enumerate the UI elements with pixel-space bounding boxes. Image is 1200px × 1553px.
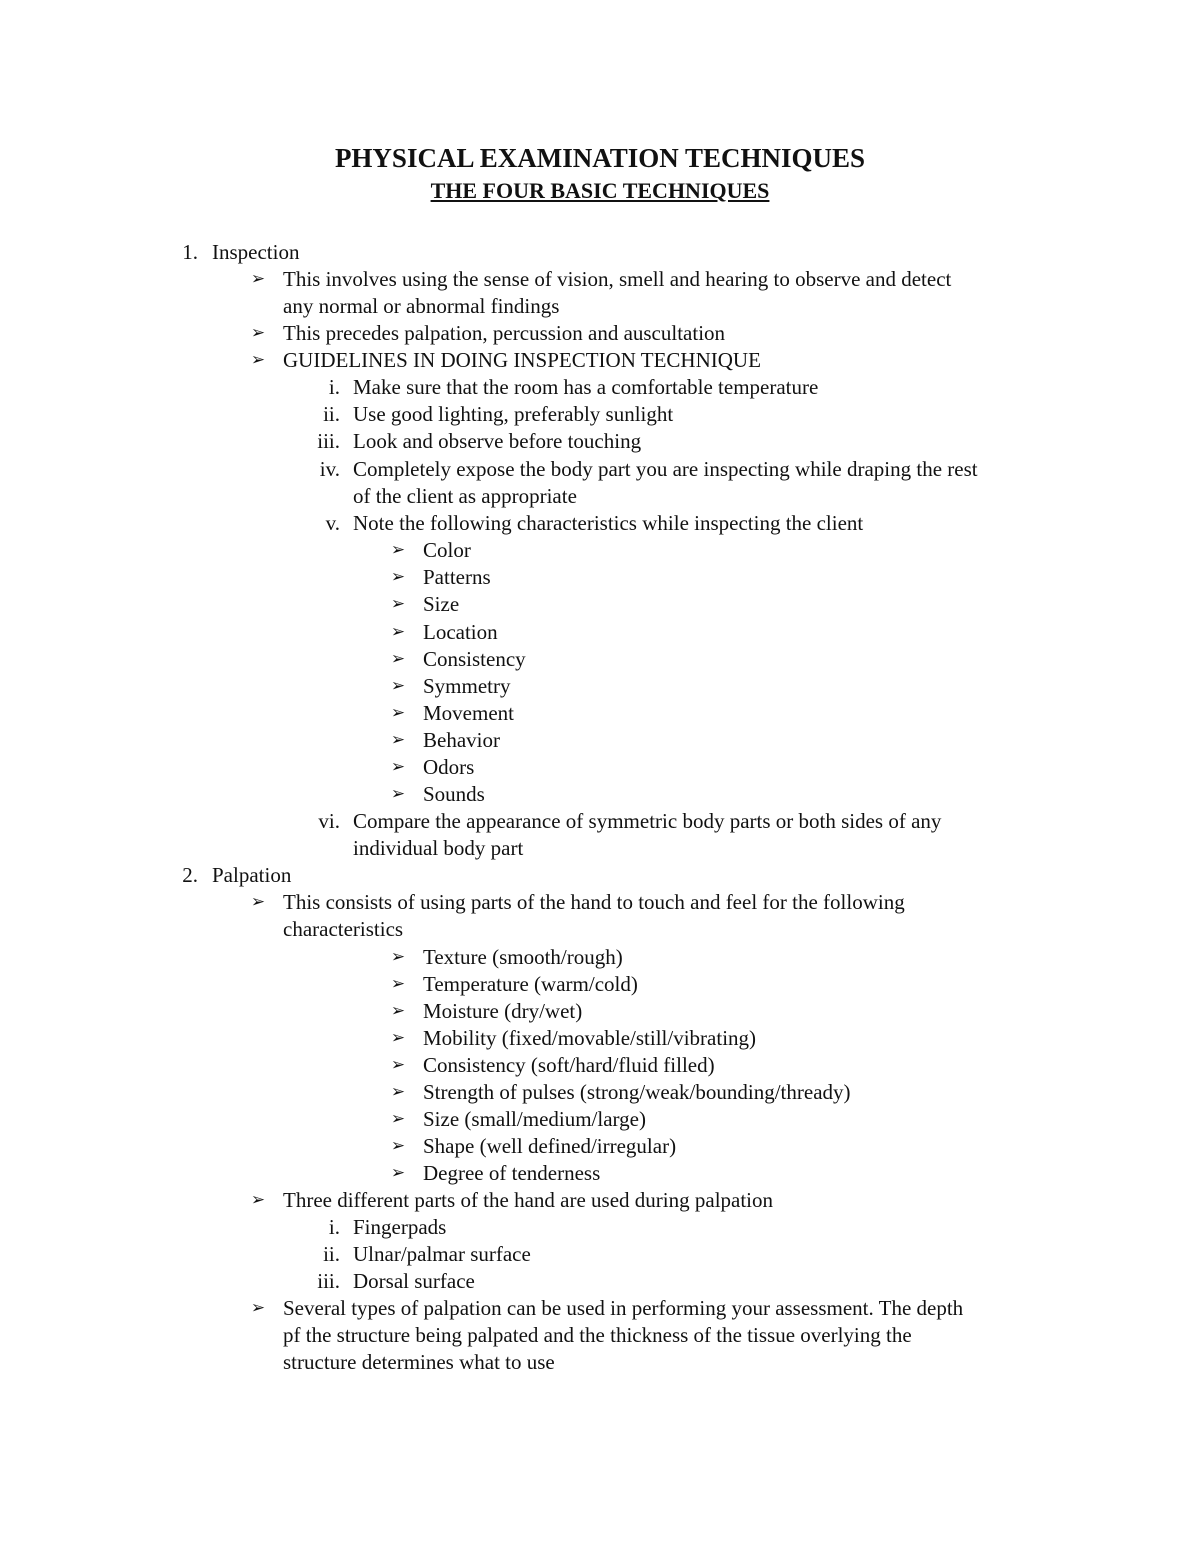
arrow-bullet-icon: ➢ [390,784,406,804]
guideline-number: ii. [323,402,340,426]
palpation-intro: This consists of using parts of the hand to touch and feel for the following [283,890,905,914]
guideline-item: Use good lighting, preferably sunlight [353,402,674,426]
characteristic-item: Behavior [423,728,500,752]
arrow-bullet-icon: ➢ [250,323,266,343]
characteristic-item: Movement [423,701,514,725]
document-subtitle-text: THE FOUR BASIC TECHNIQUES [430,178,770,203]
guideline-item: Completely expose the body part you are inspecting while draping the rest [353,457,978,481]
document-title: PHYSICAL EXAMINATION TECHNIQUES [334,143,866,173]
arrow-bullet-icon: ➢ [390,1163,406,1183]
guideline-number: iv. [319,457,340,481]
arrow-bullet-icon: ➢ [390,1055,406,1075]
characteristic-item: Color [423,538,471,562]
section-number: 2. [182,863,198,887]
inspection-bullet-cont: any normal or abnormal findings [283,294,560,318]
inspection-bullet: GUIDELINES IN DOING INSPECTION TECHNIQUE [283,348,761,372]
section-heading-palpation: Palpation [212,863,292,887]
section-number: 1. [182,240,198,264]
hand-parts-intro: Three different parts of the hand are used during palpation [283,1188,774,1212]
arrow-bullet-icon: ➢ [390,649,406,669]
hand-part-item: Ulnar/palmar surface [353,1242,531,1266]
palpation-characteristic: Moisture (dry/wet) [423,999,583,1023]
arrow-bullet-icon: ➢ [390,1001,406,1021]
arrow-bullet-icon: ➢ [390,974,406,994]
palpation-characteristic: Shape (well defined/irregular) [423,1134,677,1158]
arrow-bullet-icon: ➢ [250,350,266,370]
arrow-bullet-icon: ➢ [250,892,266,912]
arrow-bullet-icon: ➢ [390,1136,406,1156]
palpation-characteristic: Consistency (soft/hard/fluid filled) [423,1053,715,1077]
guideline-item: Compare the appearance of symmetric body parts or both sides of any [353,809,942,833]
arrow-bullet-icon: ➢ [390,622,406,642]
document-subtitle [0,177,1200,205]
palpation-types-text: Several types of palpation can be used in performing your assessment. The depth [283,1296,964,1320]
arrow-bullet-icon: ➢ [390,1109,406,1129]
hand-part-item: Fingerpads [353,1215,447,1239]
guideline-item-cont: individual body part [353,836,524,860]
arrow-bullet-icon: ➢ [390,730,406,750]
arrow-bullet-icon: ➢ [250,1298,266,1318]
characteristic-item: Size [423,592,460,616]
guideline-item: Look and observe before touching [353,429,642,453]
arrow-bullet-icon: ➢ [390,540,406,560]
characteristic-item: Symmetry [423,674,511,698]
palpation-characteristic: Temperature (warm/cold) [423,972,638,996]
hand-part-number: ii. [323,1242,340,1266]
guideline-item: Make sure that the room has a comfortable temperature [353,375,819,399]
characteristic-item: Patterns [423,565,491,589]
palpation-intro-cont: characteristics [283,917,404,941]
arrow-bullet-icon: ➢ [390,947,406,967]
guideline-number: iii. [317,429,340,453]
arrow-bullet-icon: ➢ [390,676,406,696]
hand-part-number: iii. [317,1269,340,1293]
palpation-characteristic: Strength of pulses (strong/weak/bounding/thready) [423,1080,851,1104]
arrow-bullet-icon: ➢ [390,594,406,614]
guideline-number: vi. [318,809,340,833]
hand-part-item: Dorsal surface [353,1269,475,1293]
palpation-types-text-cont: structure determines what to use [283,1350,555,1374]
characteristic-item: Odors [423,755,475,779]
characteristic-item: Consistency [423,647,526,671]
characteristic-item: Location [423,620,498,644]
arrow-bullet-icon: ➢ [390,1082,406,1102]
palpation-characteristic: Texture (smooth/rough) [423,945,623,969]
guideline-number: v. [325,511,340,535]
palpation-types-text-cont: pf the structure being palpated and the thickness of the tissue overlying the [283,1323,912,1347]
arrow-bullet-icon: ➢ [250,269,266,289]
palpation-characteristic: Size (small/medium/large) [423,1107,646,1131]
section-heading-inspection: Inspection [212,240,300,264]
guideline-item-cont: of the client as appropriate [353,484,577,508]
palpation-characteristic: Mobility (fixed/movable/still/vibrating) [423,1026,757,1050]
hand-part-number: i. [328,1215,340,1239]
inspection-bullet: This precedes palpation, percussion and auscultation [283,321,726,345]
arrow-bullet-icon: ➢ [390,1028,406,1048]
arrow-bullet-icon: ➢ [390,703,406,723]
arrow-bullet-icon: ➢ [250,1190,266,1210]
palpation-characteristic: Degree of tenderness [423,1161,601,1185]
arrow-bullet-icon: ➢ [390,567,406,587]
inspection-bullet: This involves using the sense of vision, smell and hearing to observe and detect [283,267,952,291]
guideline-number: i. [328,375,340,399]
arrow-bullet-icon: ➢ [390,757,406,777]
guideline-item: Note the following characteristics while inspecting the client [353,511,864,535]
characteristic-item: Sounds [423,782,485,806]
